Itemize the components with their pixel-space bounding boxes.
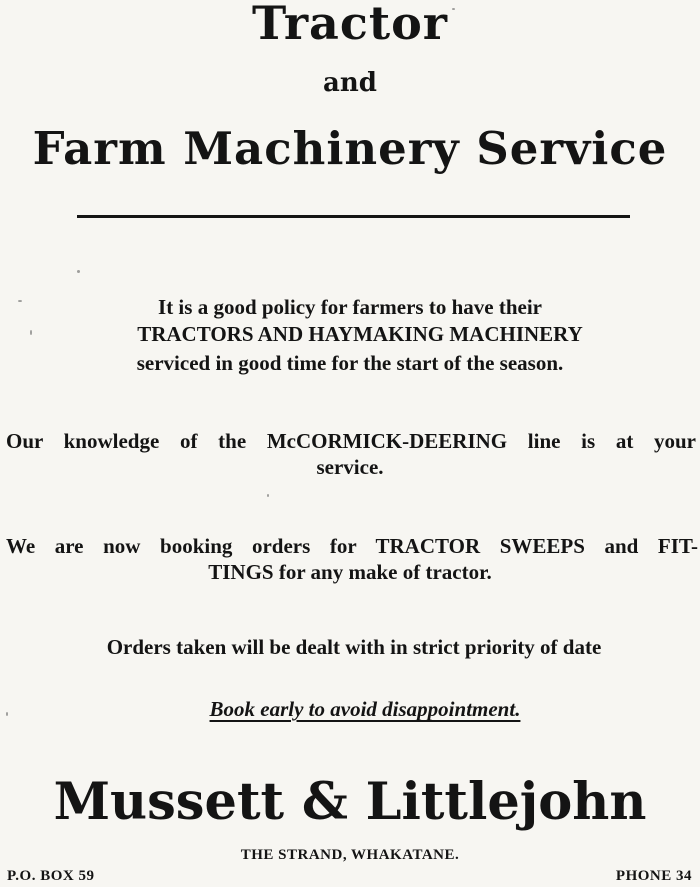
heading-tractor: Tractor — [251, 0, 449, 50]
print-speck — [6, 712, 8, 716]
paragraph-1-line-3: serviced in good time for the start of the season. — [136, 351, 564, 375]
print-speck — [30, 330, 32, 335]
heading-and: and — [323, 68, 377, 98]
firm-name: Mussett & Littlejohn — [53, 772, 647, 832]
firm-phone: PHONE 34 — [615, 868, 692, 884]
call-to-action — [0, 697, 700, 722]
paragraph-2-line-1: Our knowledge of the McCORMICK-DEERING line is at your — [6, 429, 696, 453]
firm-po-box: P.O. BOX 59 — [7, 868, 95, 884]
paragraph-1-line-1: It is a good policy for farmers to have their — [158, 295, 542, 319]
paragraph-1-line-2: TRACTORS AND HAYMAKING MACHINERY — [137, 322, 583, 346]
print-speck — [77, 270, 80, 273]
print-speck — [267, 494, 269, 497]
print-speck — [452, 8, 455, 10]
heading-farm-machinery-service: Farm Machinery Service — [32, 122, 668, 175]
firm-address: THE STRAND, WHAKATANE. — [240, 847, 460, 863]
paragraph-4: Orders taken will be dealt with in strict priority of date — [106, 635, 602, 659]
call-to-action-text: Book early to avoid disappointment. — [209, 697, 521, 721]
paragraph-3-line-2: TINGS for any make of tractor. — [208, 560, 492, 584]
paragraph-3-line-1: We are now booking orders for TRACTOR SWEEPS and FIT- — [6, 534, 698, 558]
paragraph-2-line-2: service. — [316, 455, 384, 479]
print-speck — [18, 300, 22, 302]
heading-divider — [77, 215, 630, 218]
